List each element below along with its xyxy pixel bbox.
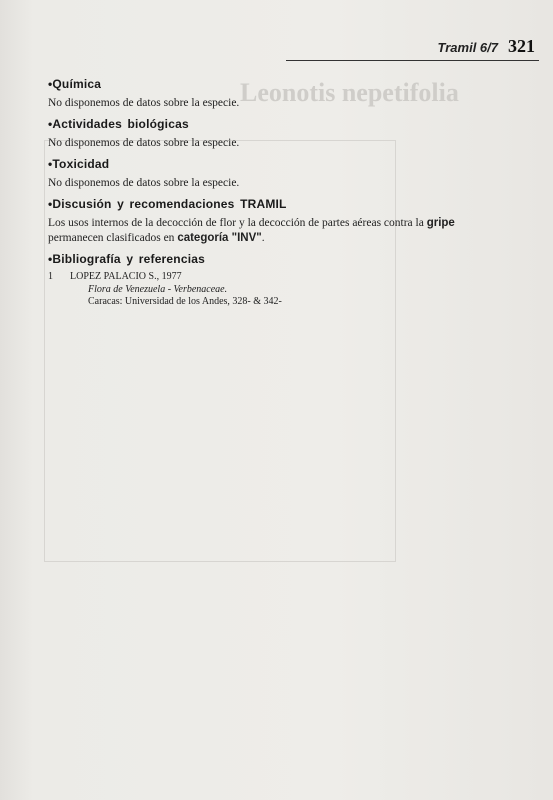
bleed-through-title: Leonotis nepetifolia (240, 78, 459, 107)
reference-entry (48, 271, 518, 309)
section-toxicidad (48, 157, 518, 191)
journal-name: Tramil 6/7 (437, 40, 498, 55)
page-number: 321 (508, 36, 535, 56)
reference-number: 1 (48, 271, 53, 282)
keyword-gripe: gripe (426, 217, 455, 229)
section-title: •Toxicidad (48, 157, 110, 171)
page-header (438, 36, 535, 57)
section-title: •Actividades biológicas (48, 117, 189, 131)
reference-author: LOPEZ PALACIO S., 1977 (70, 271, 182, 282)
section-text: No disponemos de datos sobre la especie. (48, 137, 240, 149)
discussion-text-1: Los usos internos de la decocción de flor y la decocción de partes aéreas contra la (48, 217, 427, 229)
section-title: •Química (48, 77, 102, 91)
section-title: •Discusión y recomendaciones TRAMIL (48, 197, 287, 211)
reference-body (70, 271, 282, 309)
section-title: •Bibliografía y referencias (48, 252, 205, 266)
reference-publisher: Caracas: Universidad de los Andes, 328- & 342- (88, 296, 282, 307)
section-bibliografia (48, 252, 518, 309)
main-content (48, 77, 518, 309)
section-actividades-biologicas (48, 117, 518, 151)
section-text (48, 216, 518, 246)
reference-title: Flora de Venezuela - Verbenaceae. (88, 283, 228, 295)
section-text: No disponemos de datos sobre la especie. (48, 177, 240, 189)
section-quimica (48, 77, 518, 111)
header-rule (286, 60, 539, 61)
keyword-categoria: categoría "INV" (177, 232, 262, 244)
section-discusion (48, 197, 518, 246)
discussion-text-3: . (261, 232, 265, 244)
section-text: No disponemos de datos sobre la especie. (48, 97, 240, 109)
discussion-text-2: permanecen clasificados en (48, 232, 178, 244)
